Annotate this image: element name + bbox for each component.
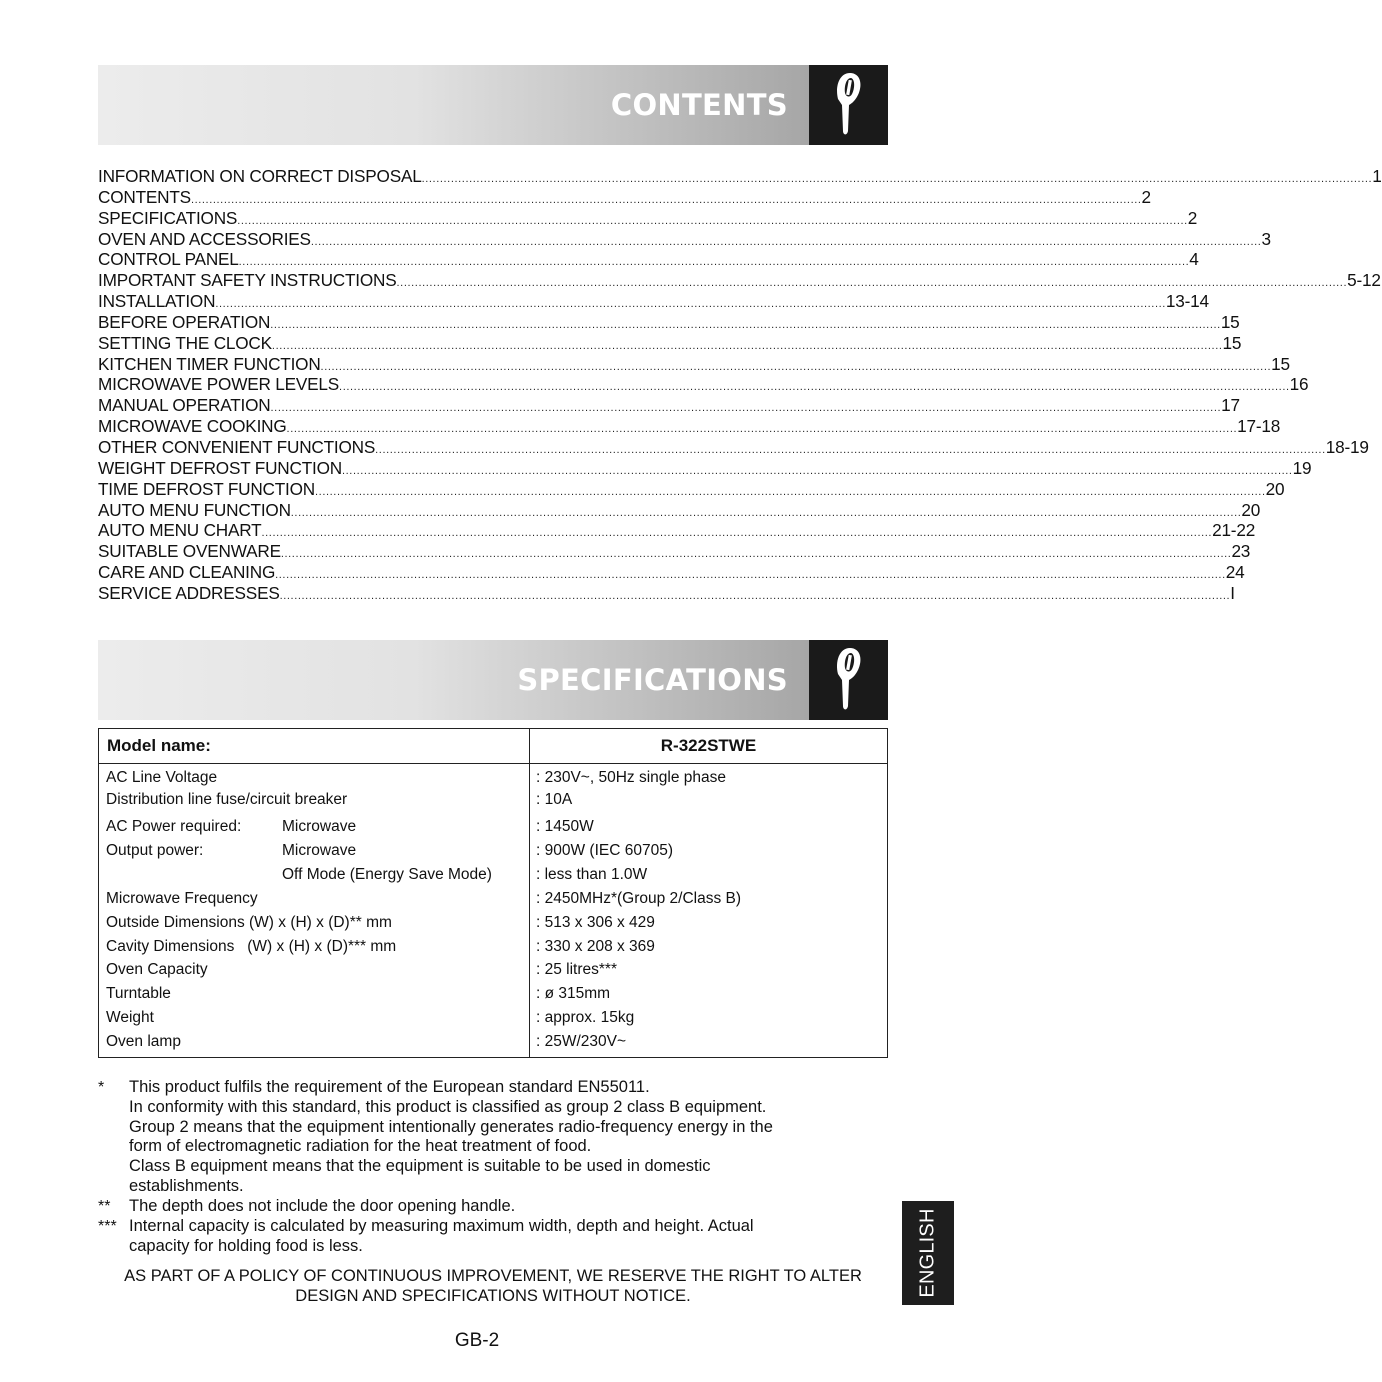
toc-entry-title: TIME DEFROST FUNCTION bbox=[98, 478, 316, 499]
spec-value: : 2450MHz*(Group 2/Class B) bbox=[536, 890, 742, 907]
spec-value: : 10A bbox=[536, 791, 573, 808]
spec-label: Cavity Dimensions (W) x (H) x (D)*** mm bbox=[106, 938, 397, 955]
toc-entry bbox=[98, 541, 1251, 562]
toc-entry bbox=[98, 520, 1256, 541]
toc-entry-title: MANUAL OPERATION bbox=[98, 395, 271, 416]
toc-leader-dots: .................................................................................................................................................................................................................................................................... bbox=[339, 381, 1290, 394]
footnote-text bbox=[129, 1078, 879, 1197]
toc-leader-dots: .................................................................................................................................................................................................................................................................... bbox=[310, 235, 1262, 248]
spec-sublabel: Microwave bbox=[282, 842, 357, 859]
spec-value: : 230V~, 50Hz single phase bbox=[536, 769, 727, 786]
spec-label: Oven Capacity bbox=[106, 961, 208, 978]
spec-label: Microwave Frequency bbox=[106, 890, 258, 907]
toc-leader-dots: .................................................................................................................................................................................................................................................................... bbox=[280, 548, 1232, 561]
toc-entry bbox=[98, 374, 1309, 395]
spec-value: : approx. 15kg bbox=[536, 1009, 635, 1026]
specifications-table bbox=[98, 728, 888, 1058]
notice-line: AS PART OF A POLICY OF CONTINUOUS IMPROVEMENT, WE RESERVE THE RIGHT TO ALTER bbox=[124, 1267, 862, 1285]
footnote-line: Group 2 means that the equipment intentionally generates radio-frequency energy in the bbox=[129, 1117, 773, 1136]
toc-entry bbox=[98, 291, 1209, 312]
toc-entry bbox=[98, 228, 1271, 250]
toc-entry-page: 20 bbox=[1241, 499, 1261, 520]
toc-entry-title: CONTENTS bbox=[98, 186, 191, 207]
toc-entry-page: 2 bbox=[1187, 207, 1198, 228]
toc-entry-page: 15 bbox=[1220, 311, 1240, 332]
info-exclamation-icon bbox=[809, 640, 888, 720]
toc-leader-dots: .................................................................................................................................................................................................................................................................... bbox=[279, 589, 1231, 602]
toc-entry-page: 1 bbox=[1372, 166, 1382, 186]
notice-line: DESIGN AND SPECIFICATIONS WITHOUT NOTICE. bbox=[295, 1286, 691, 1305]
contents-banner bbox=[98, 65, 888, 145]
page-number: GB-2 bbox=[454, 1330, 500, 1351]
specifications-heading: SPECIFICATIONS bbox=[517, 663, 788, 697]
toc-entry-title: MICROWAVE POWER LEVELS bbox=[98, 374, 340, 395]
toc-entry-title: WEIGHT DEFROST FUNCTION bbox=[98, 457, 342, 478]
footnote-marker: *** bbox=[98, 1218, 117, 1235]
footnote-line: Class B equipment means that the equipment is suitable to be used in domestic bbox=[129, 1157, 711, 1176]
toc-leader-dots: .................................................................................................................................................................................................................................................................... bbox=[261, 527, 1213, 540]
toc-entry bbox=[98, 457, 1312, 479]
spec-value: : less than 1.0W bbox=[536, 866, 648, 883]
toc-leader-dots: .................................................................................................................................................................................................................................................................... bbox=[270, 402, 1222, 415]
toc-entry-title: AUTO MENU FUNCTION bbox=[98, 499, 291, 520]
spec-value: : ø 315mm bbox=[536, 985, 611, 1002]
toc-entry-page: 4 bbox=[1189, 249, 1199, 270]
contents-list bbox=[98, 166, 1382, 604]
contents-heading: CONTENTS bbox=[610, 88, 788, 122]
toc-entry-title: BEFORE OPERATION bbox=[98, 311, 271, 332]
toc-entry-title: AUTO MENU CHART bbox=[98, 520, 262, 541]
spec-label: Distribution line fuse/circuit breaker bbox=[106, 791, 348, 808]
toc-entry bbox=[98, 582, 1235, 604]
toc-leader-dots: .................................................................................................................................................................................................................................................................... bbox=[320, 360, 1272, 373]
toc-entry-title: SPECIFICATIONS bbox=[98, 207, 238, 228]
toc-entry bbox=[98, 332, 1242, 354]
toc-entry bbox=[98, 562, 1245, 583]
spec-label: Weight bbox=[106, 1009, 154, 1026]
toc-entry-page: 17 bbox=[1221, 395, 1240, 416]
toc-entry bbox=[98, 436, 1369, 458]
toc-entry bbox=[98, 416, 1281, 437]
toc-entry bbox=[98, 249, 1199, 270]
toc-entry-title: OVEN AND ACCESSORIES bbox=[98, 228, 311, 249]
toc-entry-page: 21-22 bbox=[1212, 520, 1256, 541]
footnote-line: In conformity with this standard, this product is classified as group 2 class B equipment. bbox=[129, 1097, 767, 1116]
toc-entry-page: 23 bbox=[1231, 541, 1251, 562]
toc-leader-dots: .................................................................................................................................................................................................................................................................... bbox=[270, 318, 1221, 331]
spec-sublabel: Microwave bbox=[282, 818, 357, 835]
spec-sublabel: Off Mode (Energy Save Mode) bbox=[282, 866, 492, 883]
toc-entry-title: KITCHEN TIMER FUNCTION bbox=[98, 353, 321, 374]
toc-entry-title: SUITABLE OVENWARE bbox=[98, 541, 281, 562]
toc-entry-title: SERVICE ADDRESSES bbox=[98, 582, 280, 603]
spec-value: : 25W/230V~ bbox=[536, 1033, 627, 1050]
toc-leader-dots: .................................................................................................................................................................................................................................................................... bbox=[237, 214, 1188, 227]
footnote-marker: * bbox=[98, 1079, 105, 1096]
spec-label: AC Power required: bbox=[106, 818, 242, 835]
spec-label: Output power: bbox=[106, 842, 204, 859]
toc-leader-dots: .................................................................................................................................................................................................................................................................... bbox=[215, 298, 1166, 311]
footnote-text: The depth does not include the door opening handle. bbox=[129, 1197, 516, 1215]
toc-entry-title: IMPORTANT SAFETY INSTRUCTIONS bbox=[98, 270, 397, 291]
toc-entry-title: OTHER CONVENIENT FUNCTIONS bbox=[98, 436, 376, 457]
toc-entry-title: SETTING THE CLOCK bbox=[98, 332, 272, 353]
specifications-banner bbox=[98, 640, 888, 720]
toc-entry-page: 19 bbox=[1292, 457, 1312, 478]
footnote-line: This product fulfils the requirement of the European standard EN55011. bbox=[129, 1078, 650, 1096]
toc-entry-page: 17-18 bbox=[1237, 416, 1281, 437]
toc-entry-title: CARE AND CLEANING bbox=[98, 562, 276, 583]
toc-entry bbox=[98, 478, 1285, 500]
toc-entry-page: 2 bbox=[1141, 186, 1151, 207]
toc-entry bbox=[98, 166, 1382, 187]
toc-leader-dots: .................................................................................................................................................................................................................................................................... bbox=[341, 464, 1293, 477]
toc-leader-dots: .................................................................................................................................................................................................................................................................... bbox=[271, 339, 1223, 352]
toc-leader-dots: .................................................................................................................................................................................................................................................................... bbox=[421, 173, 1373, 185]
model-name-label: Model name: bbox=[107, 736, 211, 755]
header-divider bbox=[99, 763, 887, 764]
toc-leader-dots: .................................................................................................................................................................................................................................................................... bbox=[275, 569, 1226, 582]
toc-entry bbox=[98, 186, 1151, 208]
toc-entry-page: 24 bbox=[1225, 562, 1245, 583]
toc-entry bbox=[98, 353, 1290, 375]
language-tab bbox=[902, 1201, 954, 1305]
toc-entry-page: 16 bbox=[1289, 374, 1309, 395]
spec-value: : 330 x 208 x 369 bbox=[536, 938, 655, 955]
model-number: R-322STWE bbox=[660, 736, 757, 755]
footnote-text bbox=[129, 1217, 879, 1257]
toc-entry-page: 5-12 bbox=[1347, 270, 1381, 291]
spec-label: Outside Dimensions (W) x (H) x (D)** mm bbox=[106, 914, 392, 931]
toc-leader-dots: .................................................................................................................................................................................................................................................................... bbox=[286, 423, 1238, 436]
toc-entry-page: 18-19 bbox=[1325, 436, 1369, 457]
footnote-line: form of electromagnetic radiation for the heat treatment of food. bbox=[129, 1137, 592, 1156]
column-divider bbox=[529, 729, 530, 1057]
toc-leader-dots: .................................................................................................................................................................................................................................................................... bbox=[238, 256, 1190, 269]
toc-entry-title: MICROWAVE COOKING bbox=[98, 416, 287, 437]
toc-entry bbox=[98, 270, 1381, 291]
toc-entry-page: 15 bbox=[1271, 353, 1290, 374]
toc-leader-dots: .................................................................................................................................................................................................................................................................... bbox=[190, 193, 1142, 206]
spec-value: : 25 litres*** bbox=[536, 961, 617, 978]
language-label: ENGLISH bbox=[916, 1208, 939, 1298]
spec-label: Turntable bbox=[106, 985, 171, 1002]
spec-value: : 1450W bbox=[536, 818, 594, 835]
toc-entry-page: 20 bbox=[1265, 478, 1285, 499]
policy-notice bbox=[98, 1267, 888, 1306]
footnote-line: Internal capacity is calculated by measuring maximum width, depth and height. Actual bbox=[129, 1217, 754, 1235]
footnote-line: establishments. bbox=[129, 1176, 244, 1195]
info-exclamation-icon bbox=[809, 65, 888, 145]
toc-entry bbox=[98, 207, 1198, 229]
toc-entry bbox=[98, 395, 1240, 416]
toc-entry-page: 3 bbox=[1261, 228, 1271, 249]
toc-leader-dots: .................................................................................................................................................................................................................................................................... bbox=[396, 277, 1348, 290]
spec-value: : 900W (IEC 60705) bbox=[536, 842, 673, 859]
spec-value: : 513 x 306 x 429 bbox=[536, 914, 655, 931]
spec-label: AC Line Voltage bbox=[106, 769, 218, 786]
footnote-marker: ** bbox=[98, 1198, 111, 1215]
toc-entry-title: INFORMATION ON CORRECT DISPOSAL bbox=[98, 166, 422, 186]
toc-entry-page: I bbox=[1230, 582, 1235, 603]
footnote-line: capacity for holding food is less. bbox=[129, 1236, 363, 1255]
toc-entry bbox=[98, 311, 1240, 333]
toc-leader-dots: .................................................................................................................................................................................................................................................................... bbox=[315, 485, 1266, 498]
toc-entry-title: CONTROL PANEL bbox=[98, 249, 239, 270]
toc-entry bbox=[98, 499, 1261, 521]
toc-entry-page: 15 bbox=[1222, 332, 1242, 353]
toc-leader-dots: .................................................................................................................................................................................................................................................................... bbox=[375, 443, 1326, 456]
toc-entry-title: INSTALLATION bbox=[98, 291, 216, 312]
spec-label: Oven lamp bbox=[106, 1033, 181, 1050]
toc-entry-page: 13-14 bbox=[1165, 291, 1209, 312]
toc-leader-dots: .................................................................................................................................................................................................................................................................... bbox=[290, 506, 1242, 519]
